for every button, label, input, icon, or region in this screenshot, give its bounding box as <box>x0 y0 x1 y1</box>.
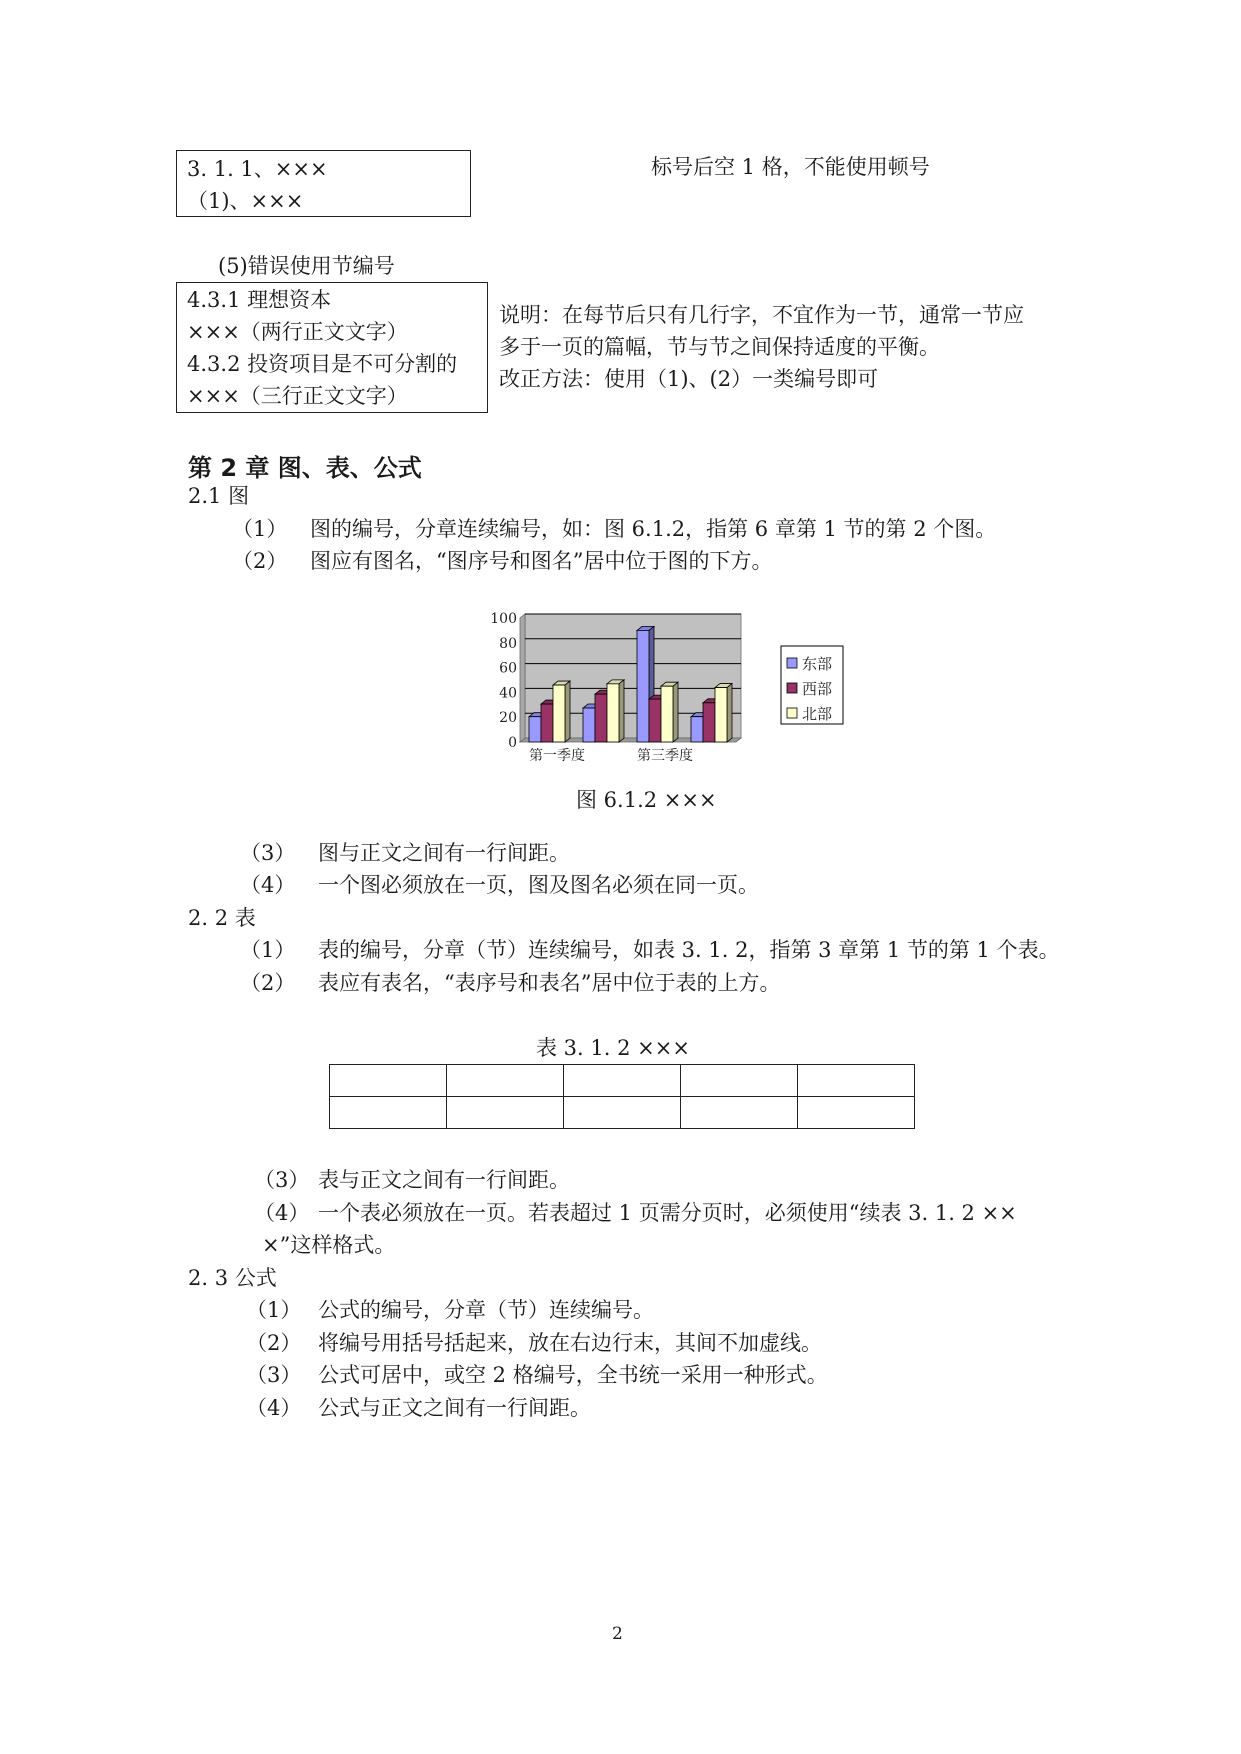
item-text: 一个图必须放在一页，图及图名必须在同一页。 <box>318 873 759 897</box>
list-item <box>240 837 570 869</box>
box1-note: 标号后空 1 格，不能使用顿号 <box>651 155 930 179</box>
section-title-2-2: 2. 2 表 <box>188 906 256 930</box>
example-line: 4.3.1 理想资本 <box>187 288 332 312</box>
table-cell <box>564 1065 681 1097</box>
table-cell <box>681 1097 798 1129</box>
section-title-2-3: 2. 3 公式 <box>188 1266 277 1290</box>
item5-title: (5)错误使用节编号 <box>218 254 395 278</box>
legend-swatch <box>787 708 797 718</box>
bar <box>607 684 619 742</box>
plot-side-wall <box>520 614 525 742</box>
legend-swatch <box>787 683 797 693</box>
example-line: 4.3.2 投资项目是不可分割的 <box>187 352 458 376</box>
bar-side <box>565 681 570 742</box>
bar <box>715 688 727 742</box>
item-number: （3） <box>246 1363 302 1387</box>
table-cell <box>681 1065 798 1097</box>
item-text: 一个表必须放在一页。若表超过 1 页需分页时，必须使用“续表 3. 1. 2 ×× <box>318 1201 1017 1225</box>
item-text: 图应有图名，“图序号和图名”居中位于图的下方。 <box>310 549 773 573</box>
item-number: （1） <box>240 938 296 962</box>
bar <box>553 685 565 742</box>
note-line: 改正方法：使用（1)、(2）一类编号即可 <box>499 367 879 391</box>
list-item <box>254 1197 1017 1229</box>
list-item <box>232 513 996 545</box>
sample-table <box>329 1064 915 1129</box>
example-line: （1)、××× <box>187 189 304 213</box>
list-item <box>240 934 1060 966</box>
item-number: （3） <box>240 841 296 865</box>
item-text: 表的编号，分章（节）连续编号，如表 3. 1. 2，指第 3 章第 1 节的第 1 个表。 <box>318 938 1060 962</box>
example-line: 3. 1. 1、××× <box>187 157 328 181</box>
item-text: 表与正文之间有一行间距。 <box>318 1168 570 1192</box>
figure-caption: 图 6.1.2 ××× <box>576 788 717 812</box>
list-item <box>254 1164 570 1196</box>
table-cell <box>447 1065 564 1097</box>
note-line: 多于一页的篇幅，节与节之间保持适度的平衡。 <box>499 335 940 359</box>
list-item <box>240 967 780 999</box>
table-cell <box>798 1065 915 1097</box>
bar <box>637 630 649 742</box>
bar <box>661 686 673 742</box>
item-text: 公式可居中，或空 2 格编号，全书统一采用一种形式。 <box>318 1363 828 1387</box>
list-item <box>232 545 772 577</box>
bar-side <box>673 682 678 742</box>
table-caption: 表 3. 1. 2 ××× <box>536 1036 690 1060</box>
legend-label: 东部 <box>802 655 833 673</box>
list-item <box>246 1294 654 1326</box>
item-number: （1） <box>246 1298 302 1322</box>
y-tick-label: 100 <box>490 611 517 627</box>
table-row <box>330 1065 915 1097</box>
item-text: 表应有表名，“表序号和表名”居中位于表的上方。 <box>318 971 781 995</box>
y-tick-label: 20 <box>499 710 517 727</box>
table-cell <box>330 1065 447 1097</box>
table-row <box>330 1097 915 1129</box>
example-box-numbering <box>176 150 471 217</box>
list-item <box>246 1327 822 1359</box>
item-number: （4） <box>240 873 296 897</box>
bar <box>691 717 703 742</box>
x-tick-label: 第一季度 <box>529 748 585 764</box>
list-item <box>246 1359 828 1391</box>
item-number: （4） <box>254 1201 310 1225</box>
bar <box>583 708 595 742</box>
table-cell <box>330 1097 447 1129</box>
bar <box>595 694 607 742</box>
item-number: （2） <box>246 1331 302 1355</box>
legend-swatch <box>787 658 797 668</box>
section-title-2-1: 2.1 图 <box>188 484 250 508</box>
list-item <box>246 1392 591 1424</box>
bar <box>529 717 541 742</box>
bar <box>649 699 661 742</box>
bar-side <box>727 684 732 742</box>
item-text: 公式与正文之间有一行间距。 <box>318 1396 591 1420</box>
item-number: （4） <box>246 1396 302 1420</box>
item-number: （2） <box>232 549 288 573</box>
table-cell <box>798 1097 915 1129</box>
item-text: 图与正文之间有一行间距。 <box>318 841 570 865</box>
item-text: 图的编号，分章连续编号，如：图 6.1.2，指第 6 章第 1 节的第 2 个图。 <box>310 517 997 541</box>
y-tick-label: 40 <box>499 685 517 702</box>
legend-label: 北部 <box>802 705 833 723</box>
bar <box>541 704 553 742</box>
chart-root <box>490 611 843 764</box>
page-number: 2 <box>612 1624 623 1644</box>
chapter-title: 第 2 章 图、表、公式 <box>188 454 422 482</box>
bar-side <box>619 680 624 742</box>
bar <box>703 703 715 742</box>
item-text: 公式的编号，分章（节）连续编号。 <box>318 1298 654 1322</box>
box2-note <box>499 299 1024 395</box>
y-tick-label: 60 <box>499 660 517 677</box>
item-text: 将编号用括号括起来，放在右边行末，其间不加虚线。 <box>318 1331 822 1355</box>
item-number: （1） <box>232 517 288 541</box>
table-cell <box>447 1097 564 1129</box>
example-box-sections <box>176 282 488 413</box>
item-number: （2） <box>240 971 296 995</box>
bar-chart <box>487 610 847 770</box>
item-text-continued: ×”这样格式。 <box>262 1233 396 1257</box>
item-number: （3） <box>254 1168 310 1192</box>
note-line: 说明：在每节后只有几行字，不宜作为一节，通常一节应 <box>499 303 1024 327</box>
example-line: ×××（两行正文文字） <box>187 320 408 344</box>
list-item <box>240 869 759 901</box>
y-tick-label: 0 <box>508 735 517 751</box>
legend-label: 西部 <box>802 680 833 698</box>
table-cell <box>564 1097 681 1129</box>
example-line: ×××（三行正文文字） <box>187 384 408 408</box>
x-tick-label: 第三季度 <box>637 748 693 764</box>
y-tick-label: 80 <box>499 635 517 652</box>
